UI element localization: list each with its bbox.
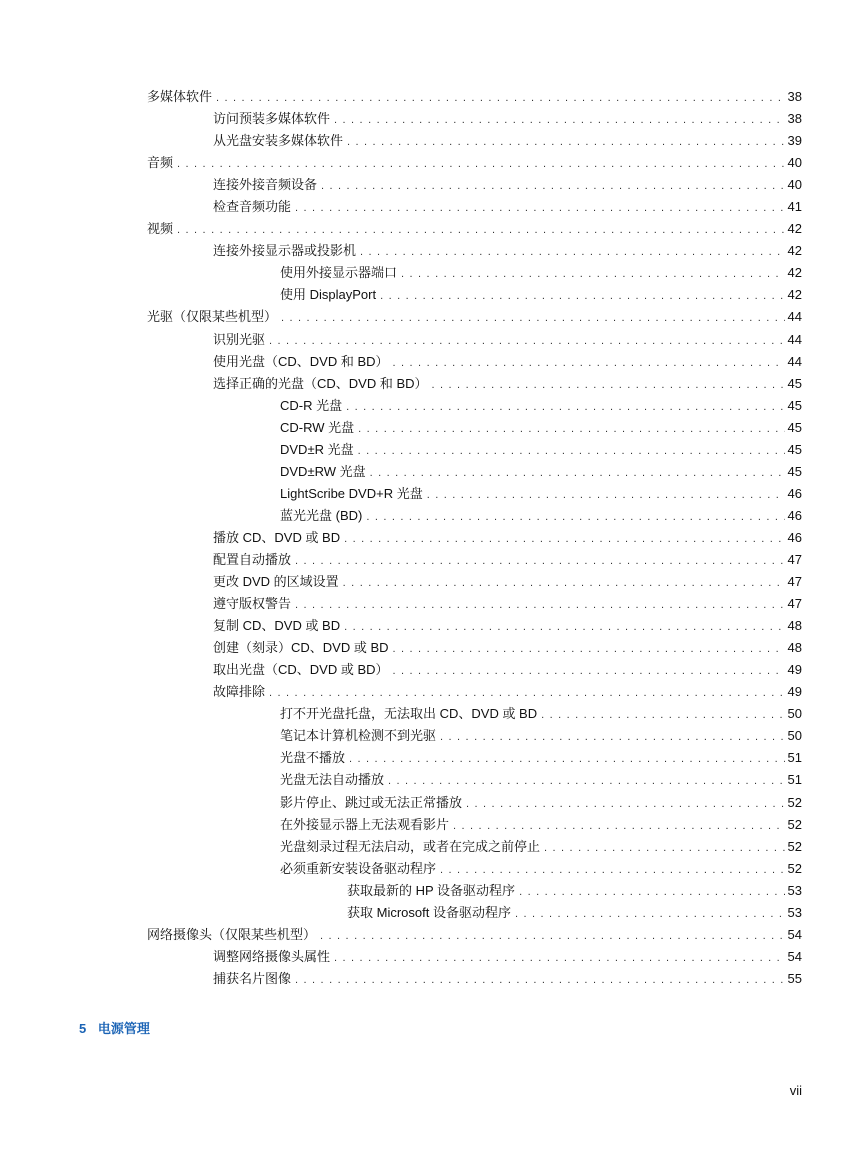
dot-leader (295, 550, 785, 572)
dot-leader (177, 219, 785, 241)
toc-entry[interactable] (0, 902, 868, 924)
toc-entry-title: 调整网络摄像头属性 (213, 948, 331, 964)
dot-leader (344, 616, 784, 638)
toc-entry-page: 38 (787, 111, 802, 127)
toc-entry-page: 49 (787, 684, 802, 700)
toc-entry[interactable] (0, 703, 868, 725)
toc-entry[interactable] (0, 86, 868, 108)
toc-entry-title: 获取 Microsoft 设备驱动程序 (347, 904, 511, 920)
toc-entry[interactable] (0, 439, 868, 461)
toc-entry[interactable] (0, 505, 868, 527)
dot-leader (544, 837, 785, 859)
toc-entry[interactable] (0, 571, 868, 593)
dot-leader (295, 969, 785, 991)
table-of-contents (0, 86, 868, 990)
toc-entry-page: 40 (787, 155, 802, 171)
toc-entry-title: 取出光盘（CD、DVD 或 BD） (213, 662, 389, 678)
chapter-number: 5 (79, 1021, 87, 1036)
toc-entry[interactable] (0, 725, 868, 747)
toc-entry-title: 从光盘安装多媒体软件 (213, 133, 344, 149)
dot-leader (269, 682, 785, 704)
toc-entry[interactable] (0, 747, 868, 769)
dot-leader (453, 815, 785, 837)
page-number: vii (789, 1083, 802, 1098)
dot-leader (281, 307, 785, 329)
toc-entry-title: DVD±R 光盘 (280, 441, 354, 457)
toc-entry[interactable] (0, 769, 868, 791)
toc-entry-page: 47 (787, 596, 802, 612)
toc-entry-title: 音频 (147, 155, 174, 171)
toc-entry-title: 连接外接显示器或投影机 (213, 243, 357, 259)
toc-entry-title: 创建（刻录）CD、DVD 或 BD (213, 640, 389, 656)
toc-entry[interactable] (0, 527, 868, 549)
dot-leader (440, 726, 785, 748)
toc-entry-page: 45 (787, 375, 802, 391)
toc-entry-page: 52 (787, 816, 802, 832)
toc-entry-page: 51 (787, 750, 802, 766)
dot-leader (360, 241, 785, 263)
toc-entry[interactable] (0, 880, 868, 902)
dot-leader (440, 859, 785, 881)
dot-leader (295, 594, 785, 616)
toc-entry[interactable] (0, 108, 868, 130)
toc-entry[interactable] (0, 836, 868, 858)
toc-entry-page: 46 (787, 507, 802, 523)
toc-entry-title: 笔记本计算机检测不到光驱 (280, 728, 437, 744)
toc-entry-title: 故障排除 (213, 684, 266, 700)
dot-leader (401, 263, 785, 285)
toc-entry-page: 53 (787, 882, 802, 898)
toc-entry-title: 遵守版权警告 (213, 596, 292, 612)
toc-entry[interactable] (0, 152, 868, 174)
dot-leader (177, 153, 785, 175)
toc-entry[interactable] (0, 306, 868, 328)
dot-leader (432, 374, 785, 396)
toc-entry-page: 40 (787, 177, 802, 193)
toc-entry-title: 视频 (147, 221, 174, 237)
toc-entry[interactable] (0, 174, 868, 196)
toc-entry-page: 52 (787, 794, 802, 810)
toc-entry-title: 检查音频功能 (213, 199, 292, 215)
dot-leader (358, 440, 785, 462)
dot-leader (347, 131, 785, 153)
toc-entry-page: 45 (787, 463, 802, 479)
toc-entry-title: CD-RW 光盘 (280, 419, 355, 435)
toc-entry-page: 51 (787, 772, 802, 788)
toc-entry-title: 光盘刻录过程无法启动，或者在完成之前停止 (280, 838, 541, 854)
toc-entry-title: DVD±RW 光盘 (280, 463, 366, 479)
toc-entry-page: 54 (787, 926, 802, 942)
toc-entry[interactable] (0, 417, 868, 439)
toc-entry-page: 39 (787, 133, 802, 149)
dot-leader (366, 506, 784, 528)
toc-entry-page: 41 (787, 199, 802, 215)
toc-entry-page: 45 (787, 441, 802, 457)
dot-leader (344, 528, 784, 550)
toc-entry-page: 44 (787, 309, 802, 325)
toc-entry[interactable] (0, 637, 868, 659)
toc-entry-title: 蓝光光盘 (BD) (280, 507, 363, 523)
dot-leader (393, 660, 785, 682)
toc-entry-page: 50 (787, 706, 802, 722)
toc-entry[interactable] (0, 924, 868, 946)
toc-entry-title: 获取最新的 HP 设备驱动程序 (347, 882, 516, 898)
dot-leader (343, 572, 785, 594)
toc-entry[interactable] (0, 946, 868, 968)
toc-entry[interactable] (0, 461, 868, 483)
toc-entry-page: 53 (787, 904, 802, 920)
toc-entry-page: 50 (787, 728, 802, 744)
toc-entry-title: 捕获名片图像 (213, 970, 292, 986)
toc-entry-title: 使用光盘（CD、DVD 和 BD） (213, 353, 389, 369)
toc-entry-page: 38 (787, 89, 802, 104)
toc-entry[interactable] (0, 218, 868, 240)
toc-entry[interactable] (0, 792, 868, 814)
dot-leader (358, 418, 784, 440)
toc-entry[interactable] (0, 329, 868, 351)
toc-entry-title: 更改 DVD 的区域设置 (213, 574, 339, 590)
toc-entry-title: 影片停止、跳过或无法正常播放 (280, 794, 463, 810)
toc-entry-title: 多媒体软件 (147, 89, 213, 104)
dot-leader (427, 484, 785, 506)
dot-leader (541, 704, 784, 726)
toc-entry-page: 42 (787, 221, 802, 237)
chapter-heading[interactable] (79, 1018, 150, 1037)
toc-entry-page: 48 (787, 618, 802, 634)
toc-entry-page: 42 (787, 243, 802, 259)
toc-entry[interactable] (0, 262, 868, 284)
chapter-title: 电源管理 (97, 1021, 150, 1036)
toc-entry-title: 在外接显示器上无法观看影片 (280, 816, 450, 832)
toc-entry-title: 打不开光盘托盘，无法取出 CD、DVD 或 BD (280, 706, 538, 722)
toc-entry[interactable] (0, 681, 868, 703)
toc-entry[interactable] (0, 240, 868, 262)
toc-entry-title: 光盘无法自动播放 (280, 772, 385, 788)
toc-entry-title: 光盘不播放 (280, 750, 346, 766)
dot-leader (393, 352, 785, 374)
toc-entry[interactable] (0, 659, 868, 681)
dot-leader (269, 330, 785, 352)
toc-entry[interactable] (0, 549, 868, 571)
toc-entry-title: LightScribe DVD+R 光盘 (280, 485, 423, 501)
toc-entry[interactable] (0, 483, 868, 505)
toc-entry[interactable] (0, 351, 868, 373)
toc-entry-title: 配置自动播放 (213, 551, 292, 567)
toc-entry-title: 使用 DisplayPort (280, 287, 377, 303)
toc-entry[interactable] (0, 593, 868, 615)
toc-entry[interactable] (0, 968, 868, 990)
toc-entry[interactable] (0, 858, 868, 880)
toc-entry-page: 49 (787, 662, 802, 678)
dot-leader (380, 285, 784, 307)
dot-leader (466, 793, 785, 815)
dot-leader (216, 87, 785, 109)
toc-entry-page: 45 (787, 397, 802, 413)
toc-entry-page: 46 (787, 529, 802, 545)
dot-leader (320, 925, 785, 947)
dot-leader (370, 462, 785, 484)
toc-entry-title: 网络摄像头（仅限某些机型） (147, 926, 317, 942)
toc-entry[interactable] (0, 284, 868, 306)
toc-entry-page: 42 (787, 265, 802, 281)
toc-entry-title: 使用外接显示器端口 (280, 265, 398, 281)
toc-entry-title: 识别光驱 (213, 331, 266, 347)
toc-entry-page: 45 (787, 419, 802, 435)
toc-entry-page: 44 (787, 353, 802, 369)
toc-entry-page: 52 (787, 860, 802, 876)
toc-entry-page: 55 (787, 970, 802, 986)
toc-entry-page: 46 (787, 485, 802, 501)
toc-entry[interactable] (0, 373, 868, 395)
toc-entry-title: 光驱（仅限某些机型） (147, 309, 278, 325)
dot-leader (295, 197, 785, 219)
toc-entry-title: 访问预装多媒体软件 (213, 111, 331, 127)
toc-entry[interactable] (0, 196, 868, 218)
toc-entry-title: 播放 CD、DVD 或 BD (213, 529, 341, 545)
dot-leader (334, 947, 785, 969)
dot-leader (393, 638, 785, 660)
dot-leader (321, 175, 785, 197)
toc-entry-page: 52 (787, 838, 802, 854)
toc-entry-page: 48 (787, 640, 802, 656)
toc-entry-page: 54 (787, 948, 802, 964)
toc-entry-title: CD-R 光盘 (280, 397, 343, 413)
toc-entry[interactable] (0, 615, 868, 637)
dot-leader (346, 396, 784, 418)
toc-entry-page: 44 (787, 331, 802, 347)
toc-entry-title: 连接外接音频设备 (213, 177, 318, 193)
toc-entry-page: 47 (787, 574, 802, 590)
dot-leader (519, 881, 784, 903)
toc-entry-page: 47 (787, 551, 802, 567)
toc-entry-title: 复制 CD、DVD 或 BD (213, 618, 341, 634)
toc-entry-page: 42 (787, 287, 802, 303)
dot-leader (334, 109, 785, 131)
dot-leader (349, 748, 785, 770)
toc-entry-title: 必须重新安装设备驱动程序 (280, 860, 437, 876)
toc-entry[interactable] (0, 395, 868, 417)
toc-entry[interactable] (0, 130, 868, 152)
dot-leader (388, 770, 785, 792)
dot-leader (515, 903, 785, 925)
toc-entry-title: 选择正确的光盘（CD、DVD 和 BD） (213, 375, 428, 391)
toc-entry[interactable] (0, 814, 868, 836)
